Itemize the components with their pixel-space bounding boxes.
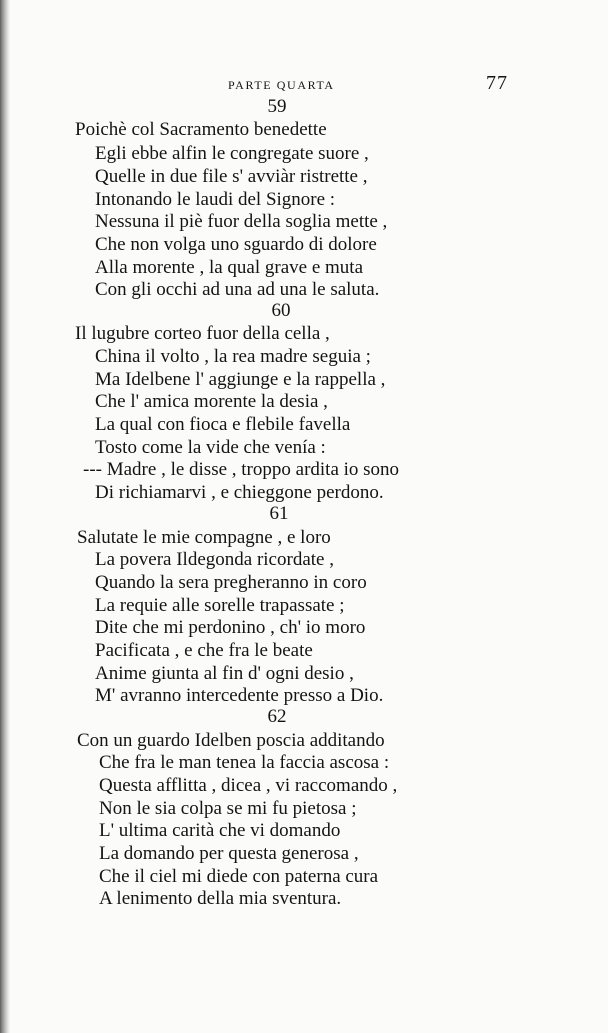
stanza-number: 61 — [269, 503, 289, 524]
verse-line: Alla morente , la qual grave e muta — [95, 257, 364, 278]
verse-line: Poichè col Sacramento benedette — [75, 119, 327, 140]
verse-line: Intonando le laudi del Signore : — [95, 189, 336, 210]
running-title: PARTE QUARTA — [228, 78, 335, 92]
verse-line: Di richiamarvi , e chieggone perdono. — [95, 482, 384, 503]
verse-line: --- Madre , le disse , troppo ardita io sono — [83, 459, 400, 480]
verse-line: La povera Ildegonda ricordate , — [95, 549, 334, 570]
verse-line: Egli ebbe alfin le congregate suore , — [95, 143, 369, 164]
verse-line: Pacificata , e che fra le beate — [95, 640, 313, 661]
verse-line: Tosto come la vide che venía : — [95, 437, 326, 458]
verse-line: A lenimento della mia sventura. — [99, 888, 342, 909]
verse-line: Questa afflitta , dicea , vi raccomando , — [99, 775, 398, 796]
verse-line: L' ultima carità che vi domando — [99, 820, 341, 841]
stanza-number: 62 — [267, 706, 287, 727]
verse-line: Salutate le mie compagne , e loro — [77, 527, 331, 548]
page-number: 77 — [486, 72, 508, 94]
verse-line: M' avranno intercedente presso a Dio. — [95, 685, 384, 706]
verse-line: Con un guardo Idelben poscia additando — [77, 730, 385, 751]
verse-line: China il volto , la rea madre seguia ; — [95, 346, 371, 367]
stanza-number: 59 — [267, 96, 287, 117]
stanza-number: 60 — [271, 300, 291, 321]
verse-line: La domando per questa generosa , — [99, 843, 359, 864]
verse-line: La requie alle sorelle trapassate ; — [95, 595, 345, 616]
verse-line: Non le sia colpa se mi fu pietosa ; — [99, 798, 357, 819]
verse-line: Anime giunta al fin d' ogni desio , — [95, 663, 354, 684]
verse-line: Il lugubre corteo fuor della cella , — [75, 323, 330, 344]
verse-line: Con gli occhi ad una ad una le saluta. — [95, 279, 380, 300]
verse-line: Che il ciel mi diede con paterna cura — [99, 866, 379, 887]
verse-line: La qual con fioca e flebile favella — [95, 414, 351, 435]
page-binding-edge — [0, 0, 10, 1033]
verse-line: Quando la sera pregheranno in coro — [95, 572, 367, 593]
verse-line: Che l' amica morente la desia , — [95, 391, 328, 412]
verse-line: Che fra le man tenea la faccia ascosa : — [99, 752, 390, 773]
verse-line: Quelle in due file s' avviàr ristrette , — [95, 166, 368, 187]
verse-line: Che non volga uno sguardo di dolore — [95, 234, 377, 255]
verse-line: Nessuna il piè fuor della soglia mette , — [95, 211, 388, 232]
verse-line: Ma Idelbene l' aggiunge e la rappella , — [95, 369, 386, 390]
verse-line: Dite che mi perdonino , ch' io moro — [95, 617, 366, 638]
